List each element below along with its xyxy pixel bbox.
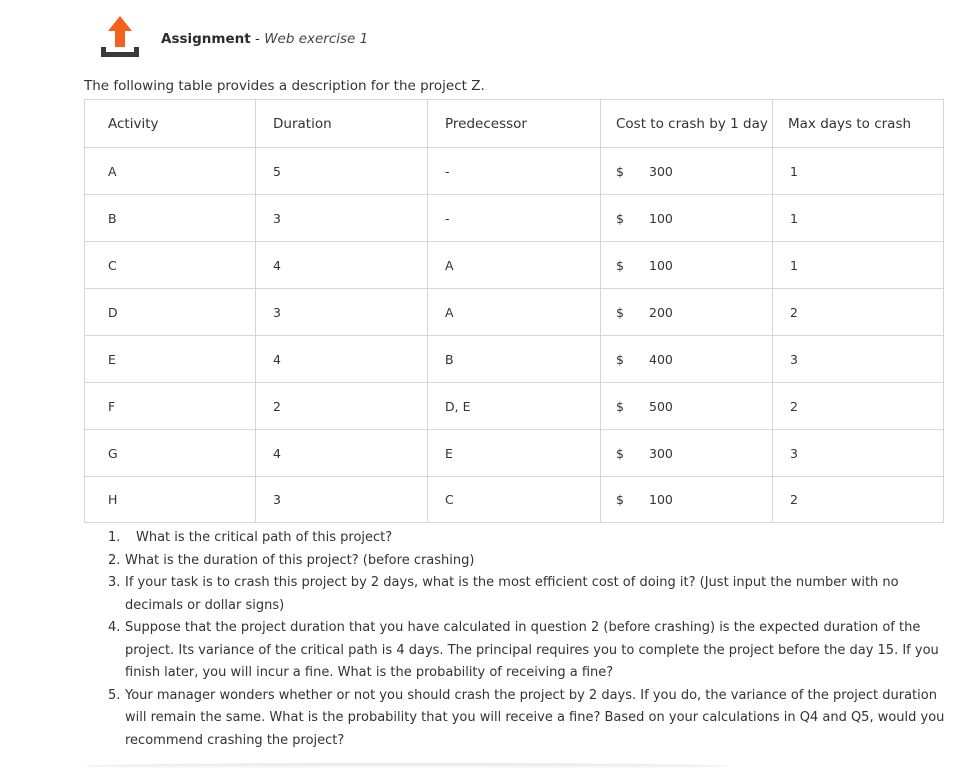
- cell-activity: C: [85, 242, 256, 289]
- currency-symbol: $: [616, 398, 624, 414]
- cost-value: 500: [649, 398, 673, 414]
- cell-activity: E: [85, 336, 256, 383]
- header-predecessor: Predecessor: [428, 100, 601, 148]
- question-text: Your manager wonders whether or not you should crash the project by 2 days. If you do, the variance of the project duration will remain the same. What is the probability that you will receive a fine? Based on your calculations in Q4 and Q5, would you recommend crashing the project?: [125, 687, 945, 748]
- upload-icon: [98, 14, 142, 62]
- currency-symbol: $: [616, 492, 624, 507]
- cost-value: 300: [649, 445, 673, 461]
- currency-symbol: $: [616, 445, 624, 461]
- header-cost-to-crash: Cost to crash by 1 day: [601, 100, 773, 148]
- question-number: 1.: [108, 530, 121, 545]
- cost-value: 100: [649, 257, 673, 273]
- cell-cost: [601, 477, 773, 523]
- currency-symbol: $: [616, 351, 624, 367]
- question-item: [108, 550, 953, 573]
- table-header-row: [85, 100, 944, 148]
- cell-duration: 3: [256, 289, 428, 336]
- cell-cost: [601, 430, 773, 477]
- question-item: [108, 685, 953, 753]
- header-max-days: Max days to crash: [773, 100, 944, 148]
- assignment-title: [161, 31, 368, 47]
- cell-cost: [601, 195, 773, 242]
- header-duration: Duration: [256, 100, 428, 148]
- table-row: [85, 430, 944, 477]
- header-activity: Activity: [85, 100, 256, 148]
- cost-value: 200: [649, 304, 673, 320]
- table-row: [85, 477, 944, 523]
- table-row: [85, 336, 944, 383]
- question-number: 2.: [108, 552, 121, 568]
- currency-symbol: $: [616, 304, 624, 320]
- currency-symbol: $: [616, 163, 624, 179]
- question-item: [108, 527, 953, 550]
- cell-cost: [601, 242, 773, 289]
- cell-max-days: 1: [773, 148, 944, 195]
- cell-activity: D: [85, 289, 256, 336]
- cell-predecessor: A: [428, 289, 601, 336]
- table-row: [85, 383, 944, 430]
- cost-value: 400: [649, 351, 673, 367]
- question-text: Suppose that the project duration that you have calculated in question 2 (before crashing) is the expected duration of the project. Its variance of the critical path is 4 days. The principal requires you to complete the project before the day 15. If you finish later, you will incur a fine. What is the probability of receiving a fine?: [125, 620, 939, 680]
- table-row: [85, 242, 944, 289]
- cell-max-days: 3: [773, 336, 944, 383]
- cell-activity: G: [85, 430, 256, 477]
- cell-activity: B: [85, 195, 256, 242]
- currency-symbol: $: [616, 257, 624, 273]
- project-table: [84, 99, 944, 523]
- question-number: 4.: [108, 620, 121, 635]
- cell-max-days: 2: [773, 477, 944, 523]
- title-separator: -: [250, 31, 265, 47]
- cell-predecessor: D, E: [428, 383, 601, 430]
- cell-predecessor: C: [428, 477, 601, 523]
- cell-cost: [601, 289, 773, 336]
- question-item: [108, 617, 953, 685]
- cell-cost: [601, 336, 773, 383]
- cell-duration: 3: [256, 195, 428, 242]
- question-item: [108, 572, 953, 617]
- table-row: [85, 289, 944, 336]
- cell-activity: F: [85, 383, 256, 430]
- currency-symbol: $: [616, 210, 624, 226]
- cell-max-days: 2: [773, 383, 944, 430]
- cell-duration: 2: [256, 383, 428, 430]
- question-text: What is the duration of this project? (before crashing): [125, 552, 475, 568]
- cell-duration: 4: [256, 336, 428, 383]
- cell-predecessor: A: [428, 242, 601, 289]
- cell-max-days: 1: [773, 242, 944, 289]
- cost-value: 300: [649, 163, 673, 179]
- question-number: 3.: [108, 575, 121, 590]
- cell-predecessor: -: [428, 195, 601, 242]
- cell-predecessor: B: [428, 336, 601, 383]
- cell-activity: H: [85, 477, 256, 523]
- cell-cost: [601, 383, 773, 430]
- table-row: [85, 148, 944, 195]
- cell-duration: 5: [256, 148, 428, 195]
- cell-predecessor: E: [428, 430, 601, 477]
- cell-duration: 3: [256, 477, 428, 523]
- assignment-label: Assignment: [161, 31, 251, 47]
- cell-duration: 4: [256, 242, 428, 289]
- question-number: 5.: [108, 687, 121, 703]
- cell-predecessor: -: [428, 148, 601, 195]
- cell-activity: A: [85, 148, 256, 195]
- cost-value: 100: [649, 210, 673, 226]
- cell-max-days: 2: [773, 289, 944, 336]
- question-text: What is the critical path of this project?: [136, 530, 393, 545]
- assignment-header: [98, 14, 698, 64]
- cell-duration: 4: [256, 430, 428, 477]
- cell-max-days: 3: [773, 430, 944, 477]
- cell-cost: [601, 148, 773, 195]
- cost-value: 100: [649, 492, 673, 507]
- exercise-name: Web exercise 1: [264, 31, 369, 47]
- question-list: [108, 527, 953, 752]
- table-row: [85, 195, 944, 242]
- cell-max-days: 1: [773, 195, 944, 242]
- intro-text: The following table provides a description for the project Z.: [84, 78, 485, 94]
- question-text: If your task is to crash this project by 2 days, what is the most efficient cost of doing it? (Just input the number with no decimals or dollar signs): [125, 575, 899, 613]
- card-shadow: [84, 763, 729, 769]
